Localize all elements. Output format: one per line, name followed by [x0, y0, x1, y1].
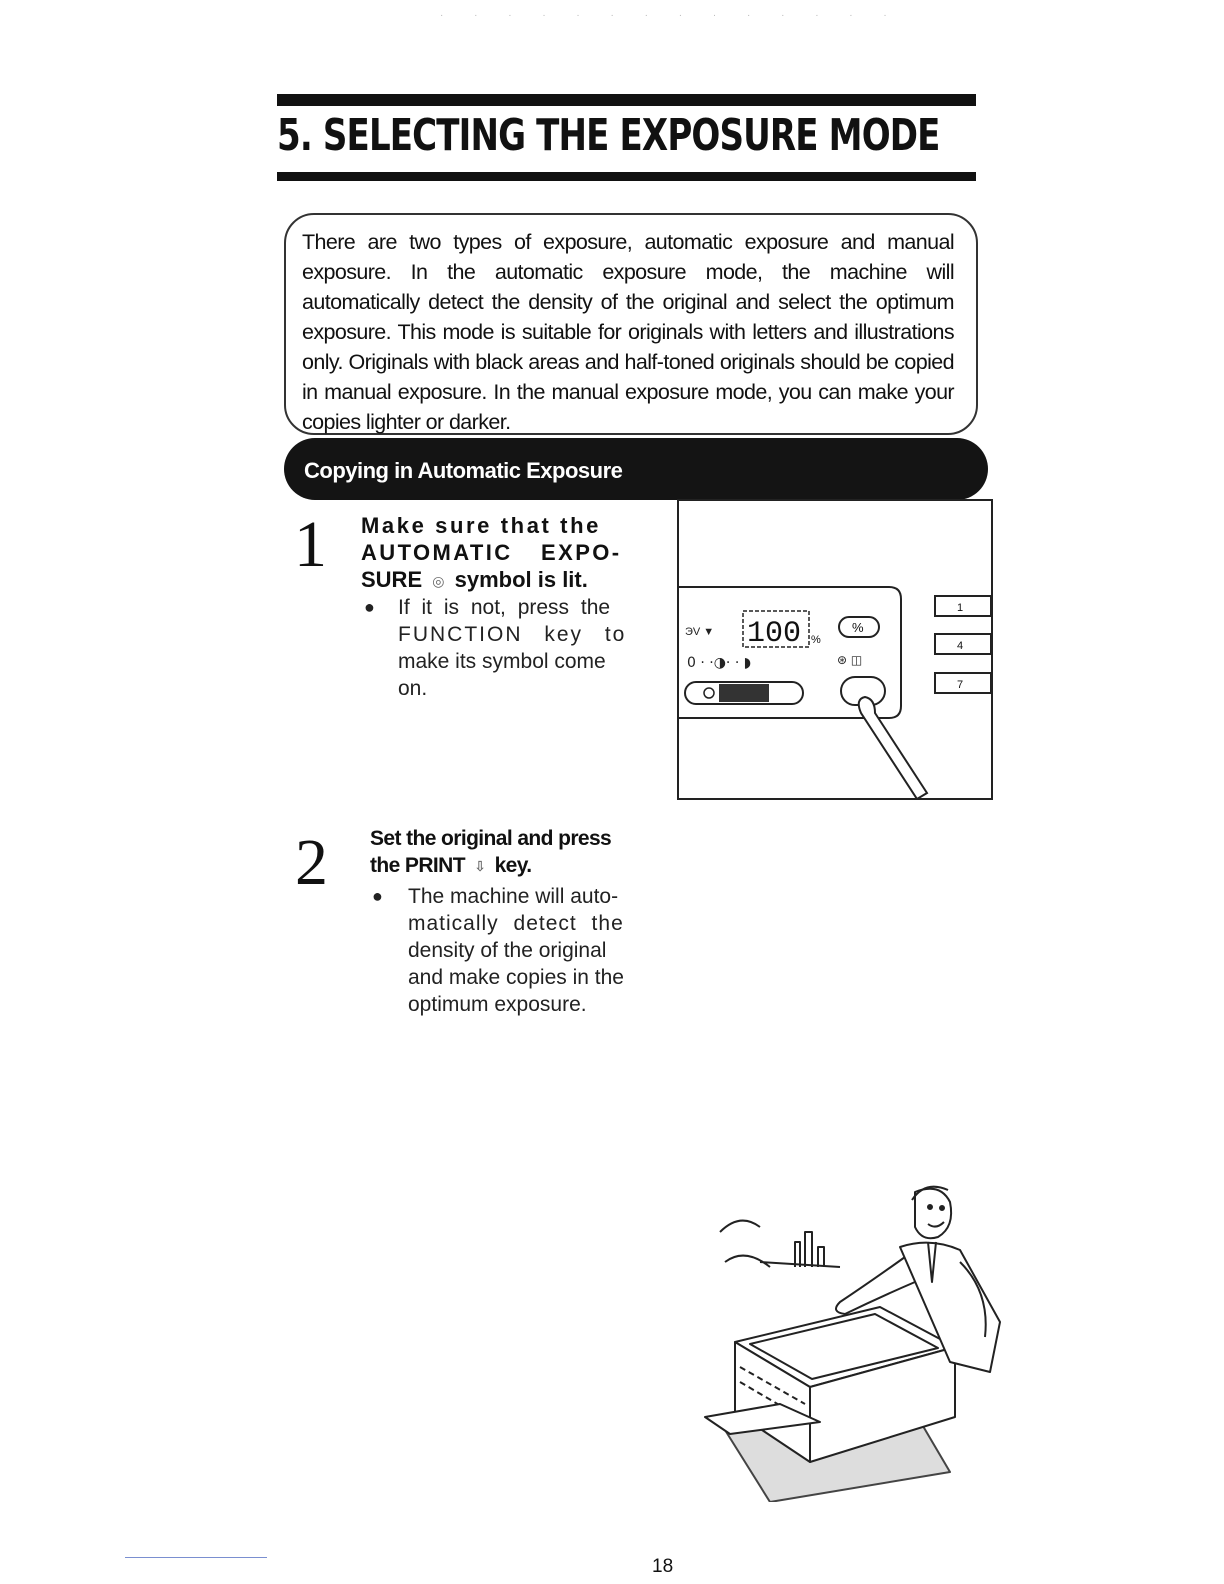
control-panel-drawing	[679, 501, 993, 800]
step-1-body	[364, 594, 646, 702]
bullet-icon: ●	[364, 597, 375, 617]
step-1-heading	[361, 512, 645, 595]
svg-text:ЭV ▼: ЭV ▼	[685, 626, 715, 638]
control-panel-illustration	[677, 499, 993, 800]
step-1-heading-sure: SURE	[361, 567, 423, 592]
step-1-heading-line2: AUTOMATIC EXPO-	[361, 540, 622, 565]
step-2-heading-key: key.	[494, 854, 532, 877]
copier-user-illustration	[700, 1172, 1010, 1507]
step-1-body-line: on.	[398, 677, 428, 700]
step-2-body-line: optimum exposure.	[408, 993, 587, 1016]
svg-text:0 · ·◑· · ◗: 0 · ·◑· · ◗	[687, 655, 752, 671]
step-1-heading-line1: Make sure that the	[361, 513, 601, 538]
scan-noise: · · · · · · · · · · · · · ·	[440, 10, 901, 21]
title-rule-top	[277, 94, 976, 106]
step-1-heading-symbol-text: symbol is lit.	[454, 567, 588, 592]
step-1-body-line: FUNCTION key to	[398, 623, 627, 646]
step-1-number: 1	[294, 508, 327, 581]
auto-exposure-icon: ◎	[432, 572, 445, 589]
step-2-heading-line2	[370, 852, 660, 880]
panel-display-value: 100	[747, 617, 802, 651]
step-2-body-line: The machine will auto-	[408, 885, 619, 908]
step-1-body-line: make its symbol come	[398, 650, 606, 673]
percent-key-label: %	[852, 620, 864, 635]
title-rule-bottom	[277, 172, 976, 181]
step-2-body-line: and make copies in the	[408, 966, 624, 989]
step-1-body-line: If it is not, press the	[398, 596, 611, 619]
counter-key-1-label: 1	[957, 602, 964, 614]
step-2-heading-print: the PRINT	[370, 854, 465, 877]
step-2-body-line: density of the original	[408, 939, 607, 962]
step-2-body-line: matically detect the	[408, 912, 624, 935]
counter-key-7-label: 7	[957, 679, 964, 691]
intro-text: There are two types of exposure, automatic exposure and manual exposure. In the automatic exposure mode, the machine will automatically detect the density of the original and select the optimum exposure. This mode is suitable for originals with letters and illustrations only. Originals with black areas and half-toned originals should be copied in manual exposure. In the manual exposure mode, you can make your copies lighter or darker.	[302, 230, 954, 434]
footer-divider	[125, 1557, 267, 1558]
page-title: 5. SELECTING THE EXPOSURE MODE	[277, 110, 940, 161]
step-2-heading-line1: Set the original and press	[370, 827, 612, 850]
step-2-body	[372, 883, 662, 1018]
panel-display-percent: %	[811, 634, 821, 646]
pressing-finger	[859, 697, 927, 799]
step-2-heading	[370, 825, 660, 880]
step-1-heading-line3	[361, 566, 645, 595]
intro-box	[284, 213, 978, 435]
step-2-number: 2	[295, 826, 328, 899]
svg-text:⊛ ◫: ⊛ ◫	[837, 653, 863, 667]
print-icon: ⇩	[474, 857, 486, 874]
page-number: 18	[652, 1556, 674, 1577]
counter-key-4-label: 4	[957, 640, 964, 652]
section-banner	[284, 438, 988, 500]
section-title: Copying in Automatic Exposure	[304, 458, 623, 483]
bullet-icon: ●	[372, 886, 383, 906]
copier-user-drawing	[700, 1172, 1010, 1502]
